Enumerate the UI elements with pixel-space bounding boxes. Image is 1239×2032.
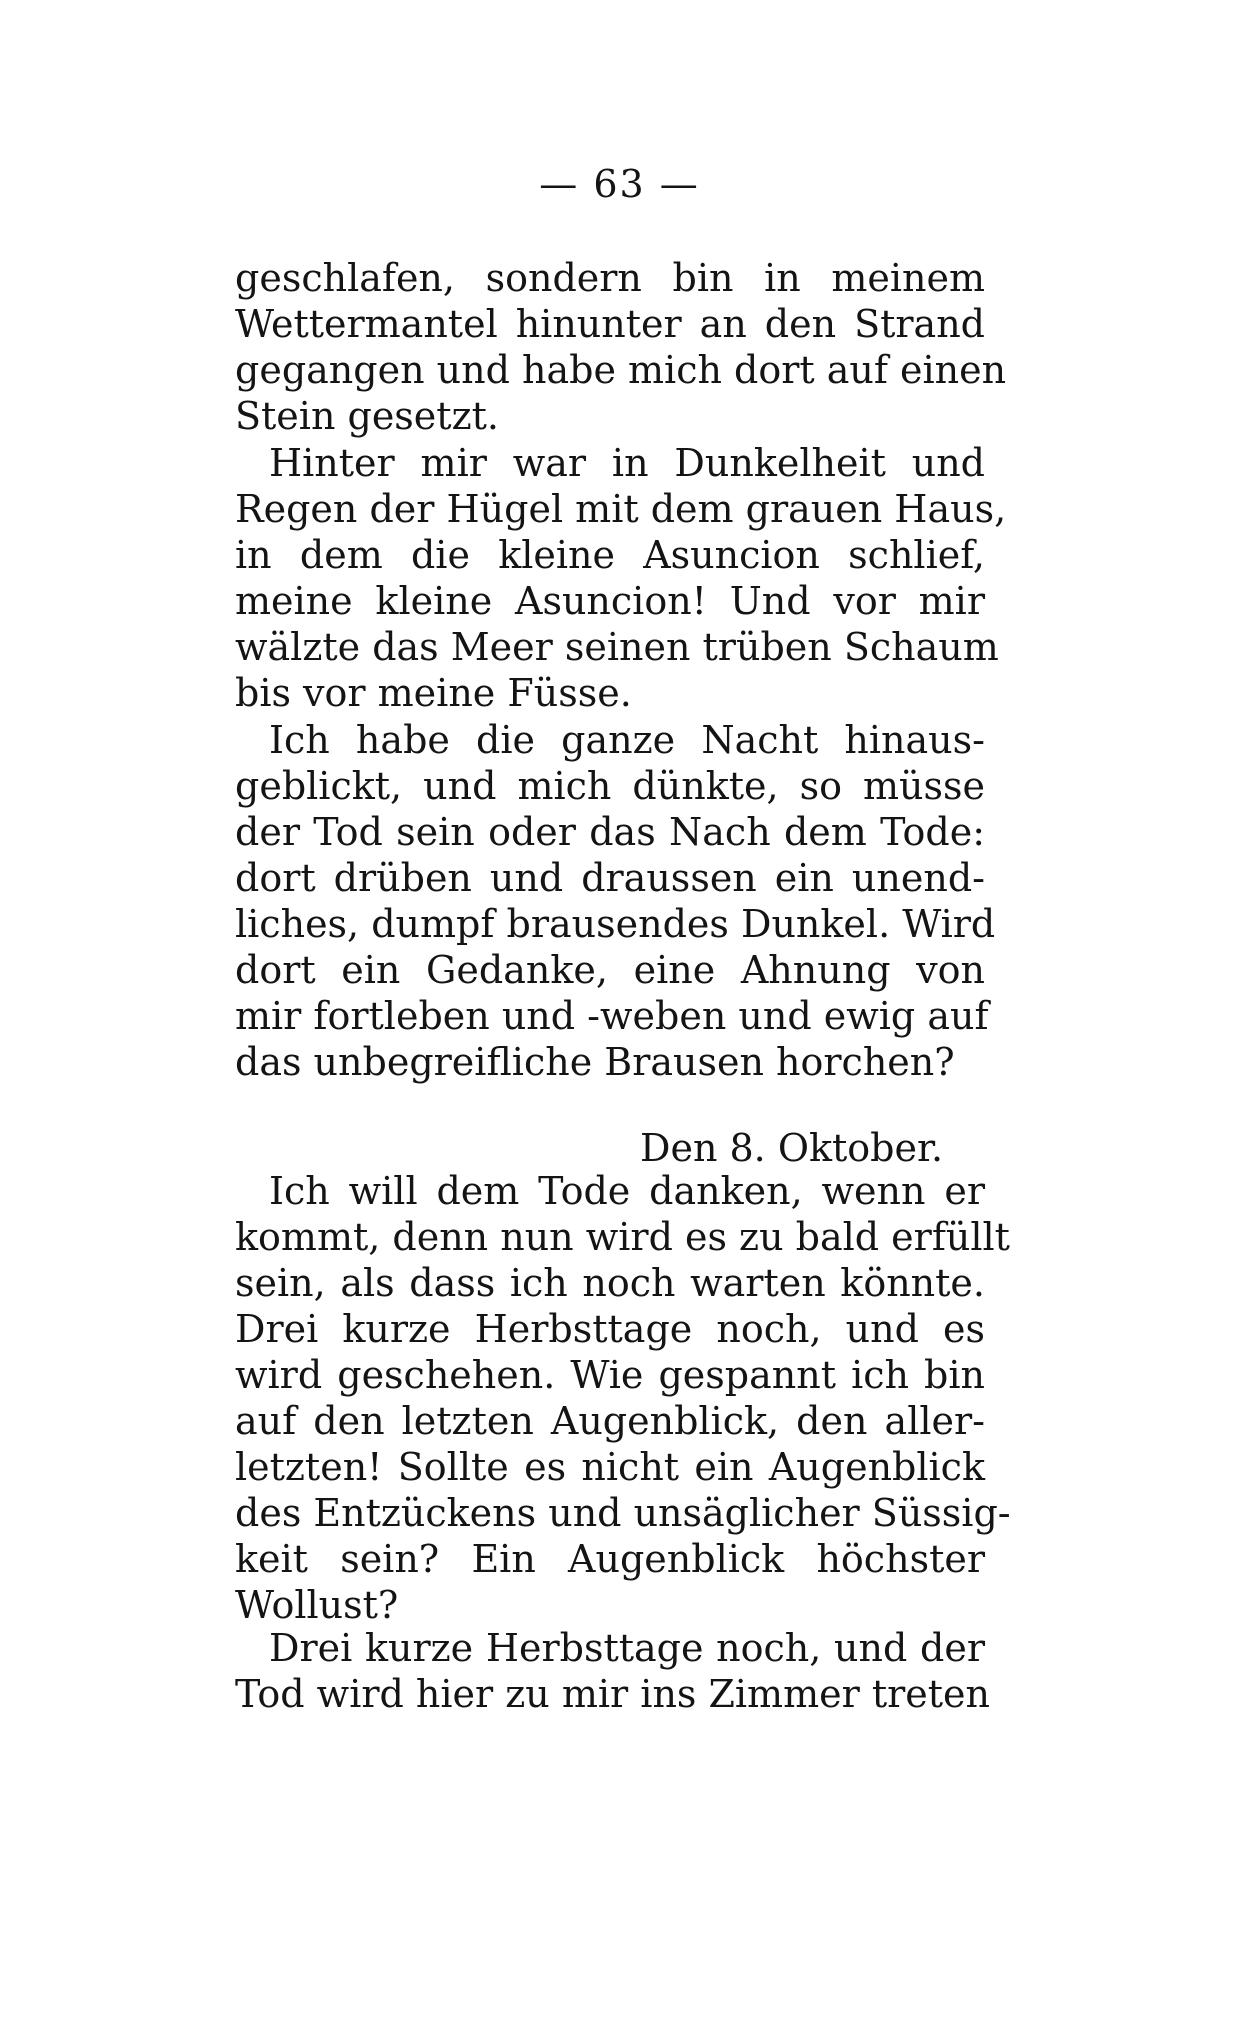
text-line: dort ein Gedanke, eine Ahnung von (235, 948, 985, 992)
text-line: geblickt, und mich dünkte, so müsse (235, 764, 985, 808)
text-line: Drei kurze Herbsttage noch, und es (235, 1307, 985, 1351)
text-line: bis vor meine Füsse. (235, 671, 632, 715)
text-line: kommt, denn nun wird es zu bald erfüllt (235, 1215, 1010, 1259)
text-line: Hinter mir war in Dunkelheit und (269, 441, 985, 485)
paragraph-5 (235, 1625, 991, 1717)
text-line: meine kleine Asuncion! Und vor mir (235, 579, 985, 623)
text-line: in dem die kleine Asuncion schlief, (235, 533, 985, 577)
text-line: liches, dumpf brausendes Dunkel. Wird (235, 902, 996, 946)
text-line: sein, als dass ich noch warten könnte. (235, 1261, 985, 1305)
text-line: auf den letzten Augenblick, den aller- (235, 1399, 985, 1443)
text-line: Ich habe die ganze Nacht hinaus- (269, 718, 985, 762)
text-line: das unbegreifliche Brausen horchen? (235, 1040, 955, 1084)
text-line: gegangen und habe mich dort auf einen (235, 348, 1007, 392)
page-number: — 63 — (539, 162, 700, 206)
text-line: Wettermantel hinunter an den Strand (235, 302, 985, 346)
paragraph-2 (235, 440, 1007, 716)
text-line: Stein gesetzt. (235, 394, 499, 438)
text-line: Tod wird hier zu mir ins Zimmer treten (235, 1672, 991, 1716)
paragraph-3 (235, 717, 996, 1085)
text-line: Regen der Hügel mit dem grauen Haus, (235, 487, 1007, 531)
text-line: Ich will dem Tode danken, wenn er (269, 1169, 985, 1213)
text-line: des Entzückens und unsäglicher Süssig- (235, 1491, 1011, 1535)
text-line: der Tod sein oder das Nach dem Tode: (235, 810, 985, 854)
text-line: letzten! Sollte es nicht ein Augenblick (235, 1445, 985, 1489)
text-line: mir fortleben und -weben und ewig auf (235, 994, 989, 1038)
text-line: geschlafen, sondern bin in meinem (235, 256, 985, 300)
paragraph-4 (235, 1168, 1011, 1628)
paragraph-1 (235, 255, 1007, 439)
text-line: wälzte das Meer seinen trüben Schaum (235, 625, 999, 669)
dateline: Den 8. Oktober. (640, 1126, 944, 1170)
text-line: keit sein? Ein Augenblick höchster (235, 1537, 985, 1581)
text-line: Wollust? (235, 1583, 399, 1627)
text-line: wird geschehen. Wie gespannt ich bin (235, 1353, 985, 1397)
text-line: Drei kurze Herbsttage noch, und der (269, 1626, 985, 1670)
text-line: dort drüben und draussen ein unend- (235, 856, 985, 900)
